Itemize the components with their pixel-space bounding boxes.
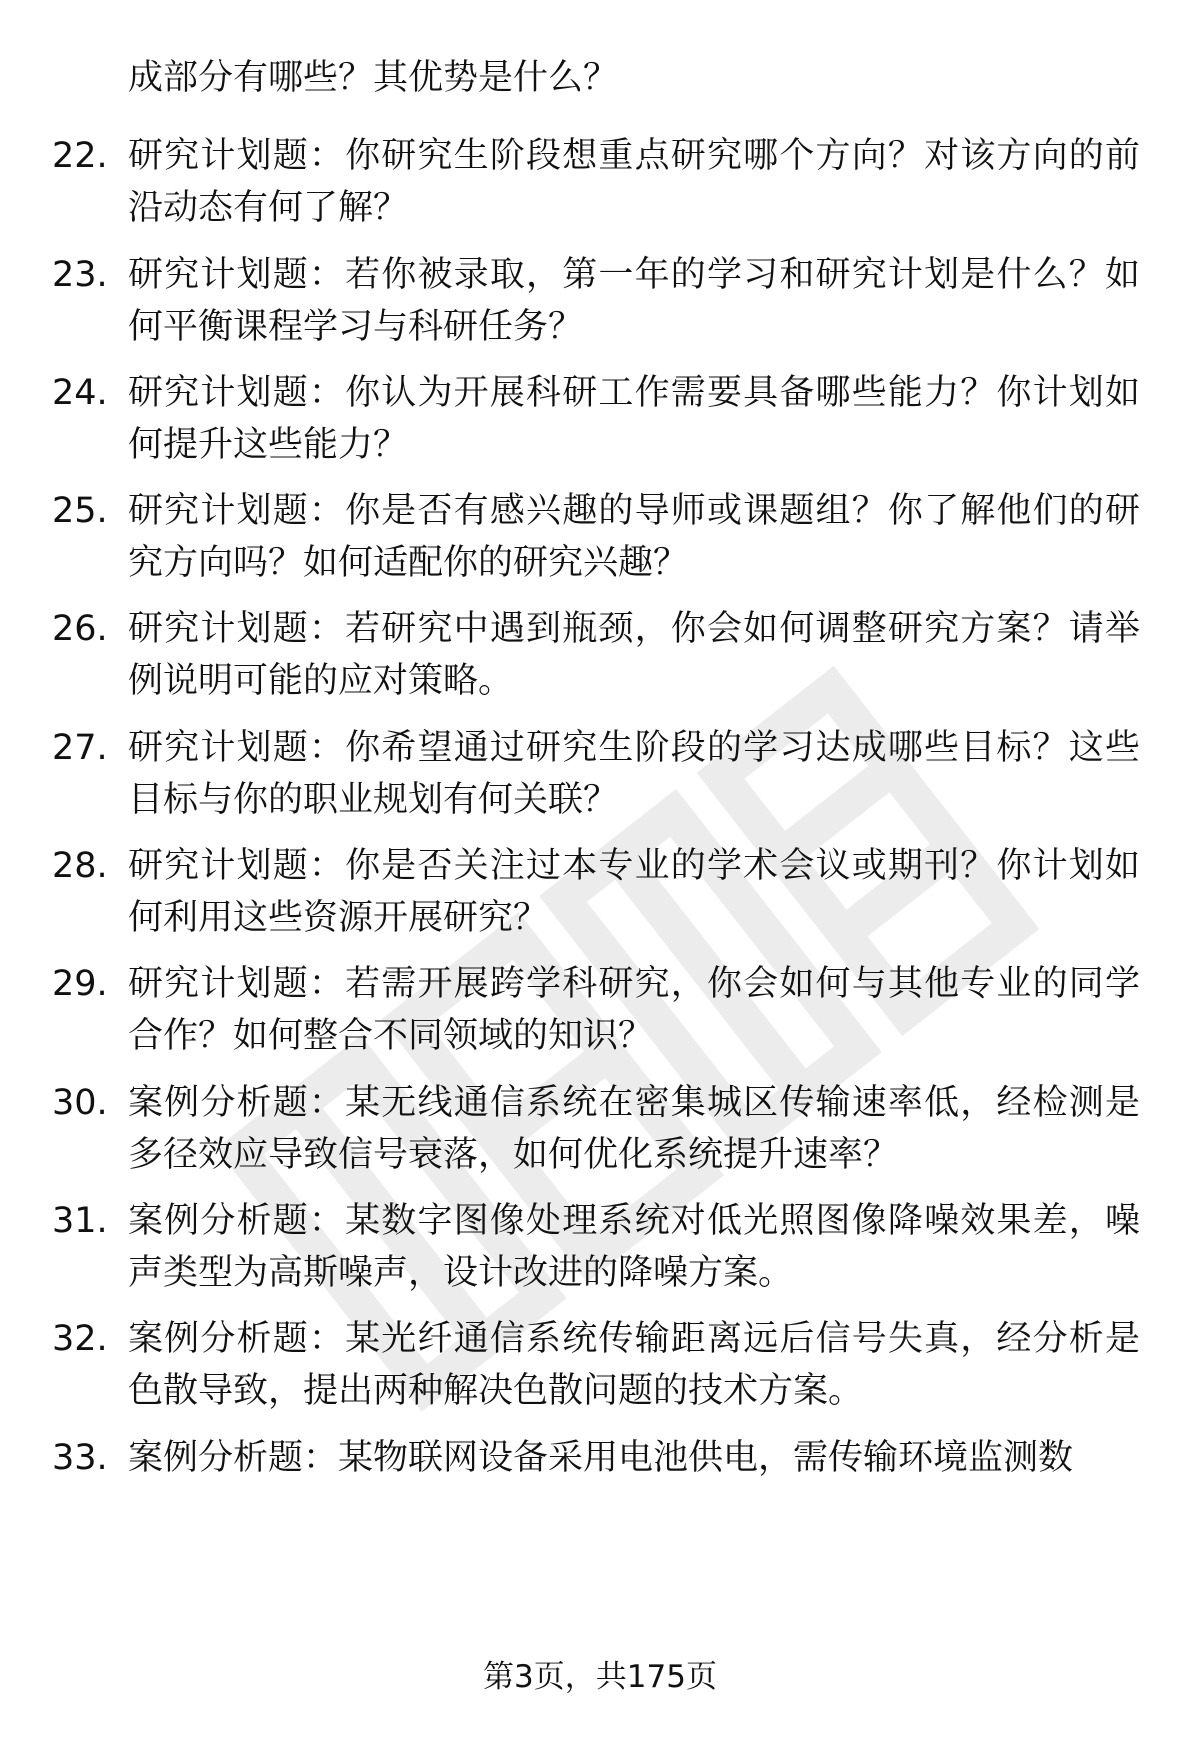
question-item	[0, 603, 1200, 713]
question-number: 33.	[52, 1438, 108, 1478]
question-text: 案例分析题：某数字图像处理系统对低光照图像降噪效果差，噪声类型为高斯噪声，设计改进的降噪方案。	[128, 1201, 1140, 1293]
page-footer: 第3页，共175页	[483, 1659, 717, 1695]
question-item	[0, 1077, 1200, 1187]
question-number: 26.	[52, 609, 108, 649]
question-number: 27.	[52, 728, 108, 768]
question-text: 研究计划题：你认为开展科研工作需要具备哪些能力？你计划如何提升这些能力？	[128, 373, 1140, 465]
question-text: 案例分析题：某物联网设备采用电池供电，需传输环境监测数	[128, 1438, 1074, 1478]
question-item	[0, 1313, 1200, 1423]
question-text: 研究计划题：若你被录取，第一年的学习和研究计划是什么？如何平衡课程学习与科研任务？	[128, 255, 1140, 347]
question-item	[0, 367, 1200, 477]
question-number: 28.	[52, 846, 108, 886]
question-item	[0, 130, 1200, 240]
question-item	[0, 249, 1200, 359]
question-item	[0, 1195, 1200, 1305]
question-text: 研究计划题：你希望通过研究生阶段的学习达成哪些目标？这些目标与你的职业规划有何关联？	[128, 728, 1140, 820]
question-item	[0, 958, 1200, 1068]
question-number: 22.	[52, 136, 108, 176]
question-item	[0, 1432, 1200, 1542]
question-number: 29.	[52, 964, 108, 1004]
question-number: 24.	[52, 373, 108, 413]
question-number: 23.	[52, 255, 108, 295]
question-text: 案例分析题：某光纤通信系统传输距离远后信号失真，经分析是色散导致，提出两种解决色散问题的技术方案。	[128, 1319, 1140, 1411]
question-text: 研究计划题：你研究生阶段想重点研究哪个方向？对该方向的前沿动态有何了解？	[128, 136, 1140, 228]
question-text: 研究计划题：若研究中遇到瓶颈，你会如何调整研究方案？请举例说明可能的应对策略。	[128, 609, 1140, 701]
question-item	[0, 722, 1200, 832]
question-text: 研究计划题：你是否关注过本专业的学术会议或期刊？你计划如何利用这些资源开展研究？	[128, 846, 1140, 938]
question-item	[0, 485, 1200, 595]
question-number: 25.	[52, 491, 108, 531]
continuation-text: 成部分有哪些？其优势是什么？	[128, 58, 619, 98]
question-text: 案例分析题：某无线通信系统在密集城区传输速率低，经检测是多径效应导致信号衰落，如何优化系统提升速率？	[128, 1083, 1140, 1175]
question-number: 32.	[52, 1319, 108, 1359]
question-text: 研究计划题：你是否有感兴趣的导师或课题组？你了解他们的研究方向吗？如何适配你的研究兴趣？	[128, 491, 1140, 583]
question-number: 31.	[52, 1201, 108, 1241]
question-item	[0, 840, 1200, 950]
question-text: 研究计划题：若需开展跨学科研究，你会如何与其他专业的同学合作？如何整合不同领域的知识？	[128, 964, 1140, 1056]
question-number: 30.	[52, 1083, 108, 1123]
